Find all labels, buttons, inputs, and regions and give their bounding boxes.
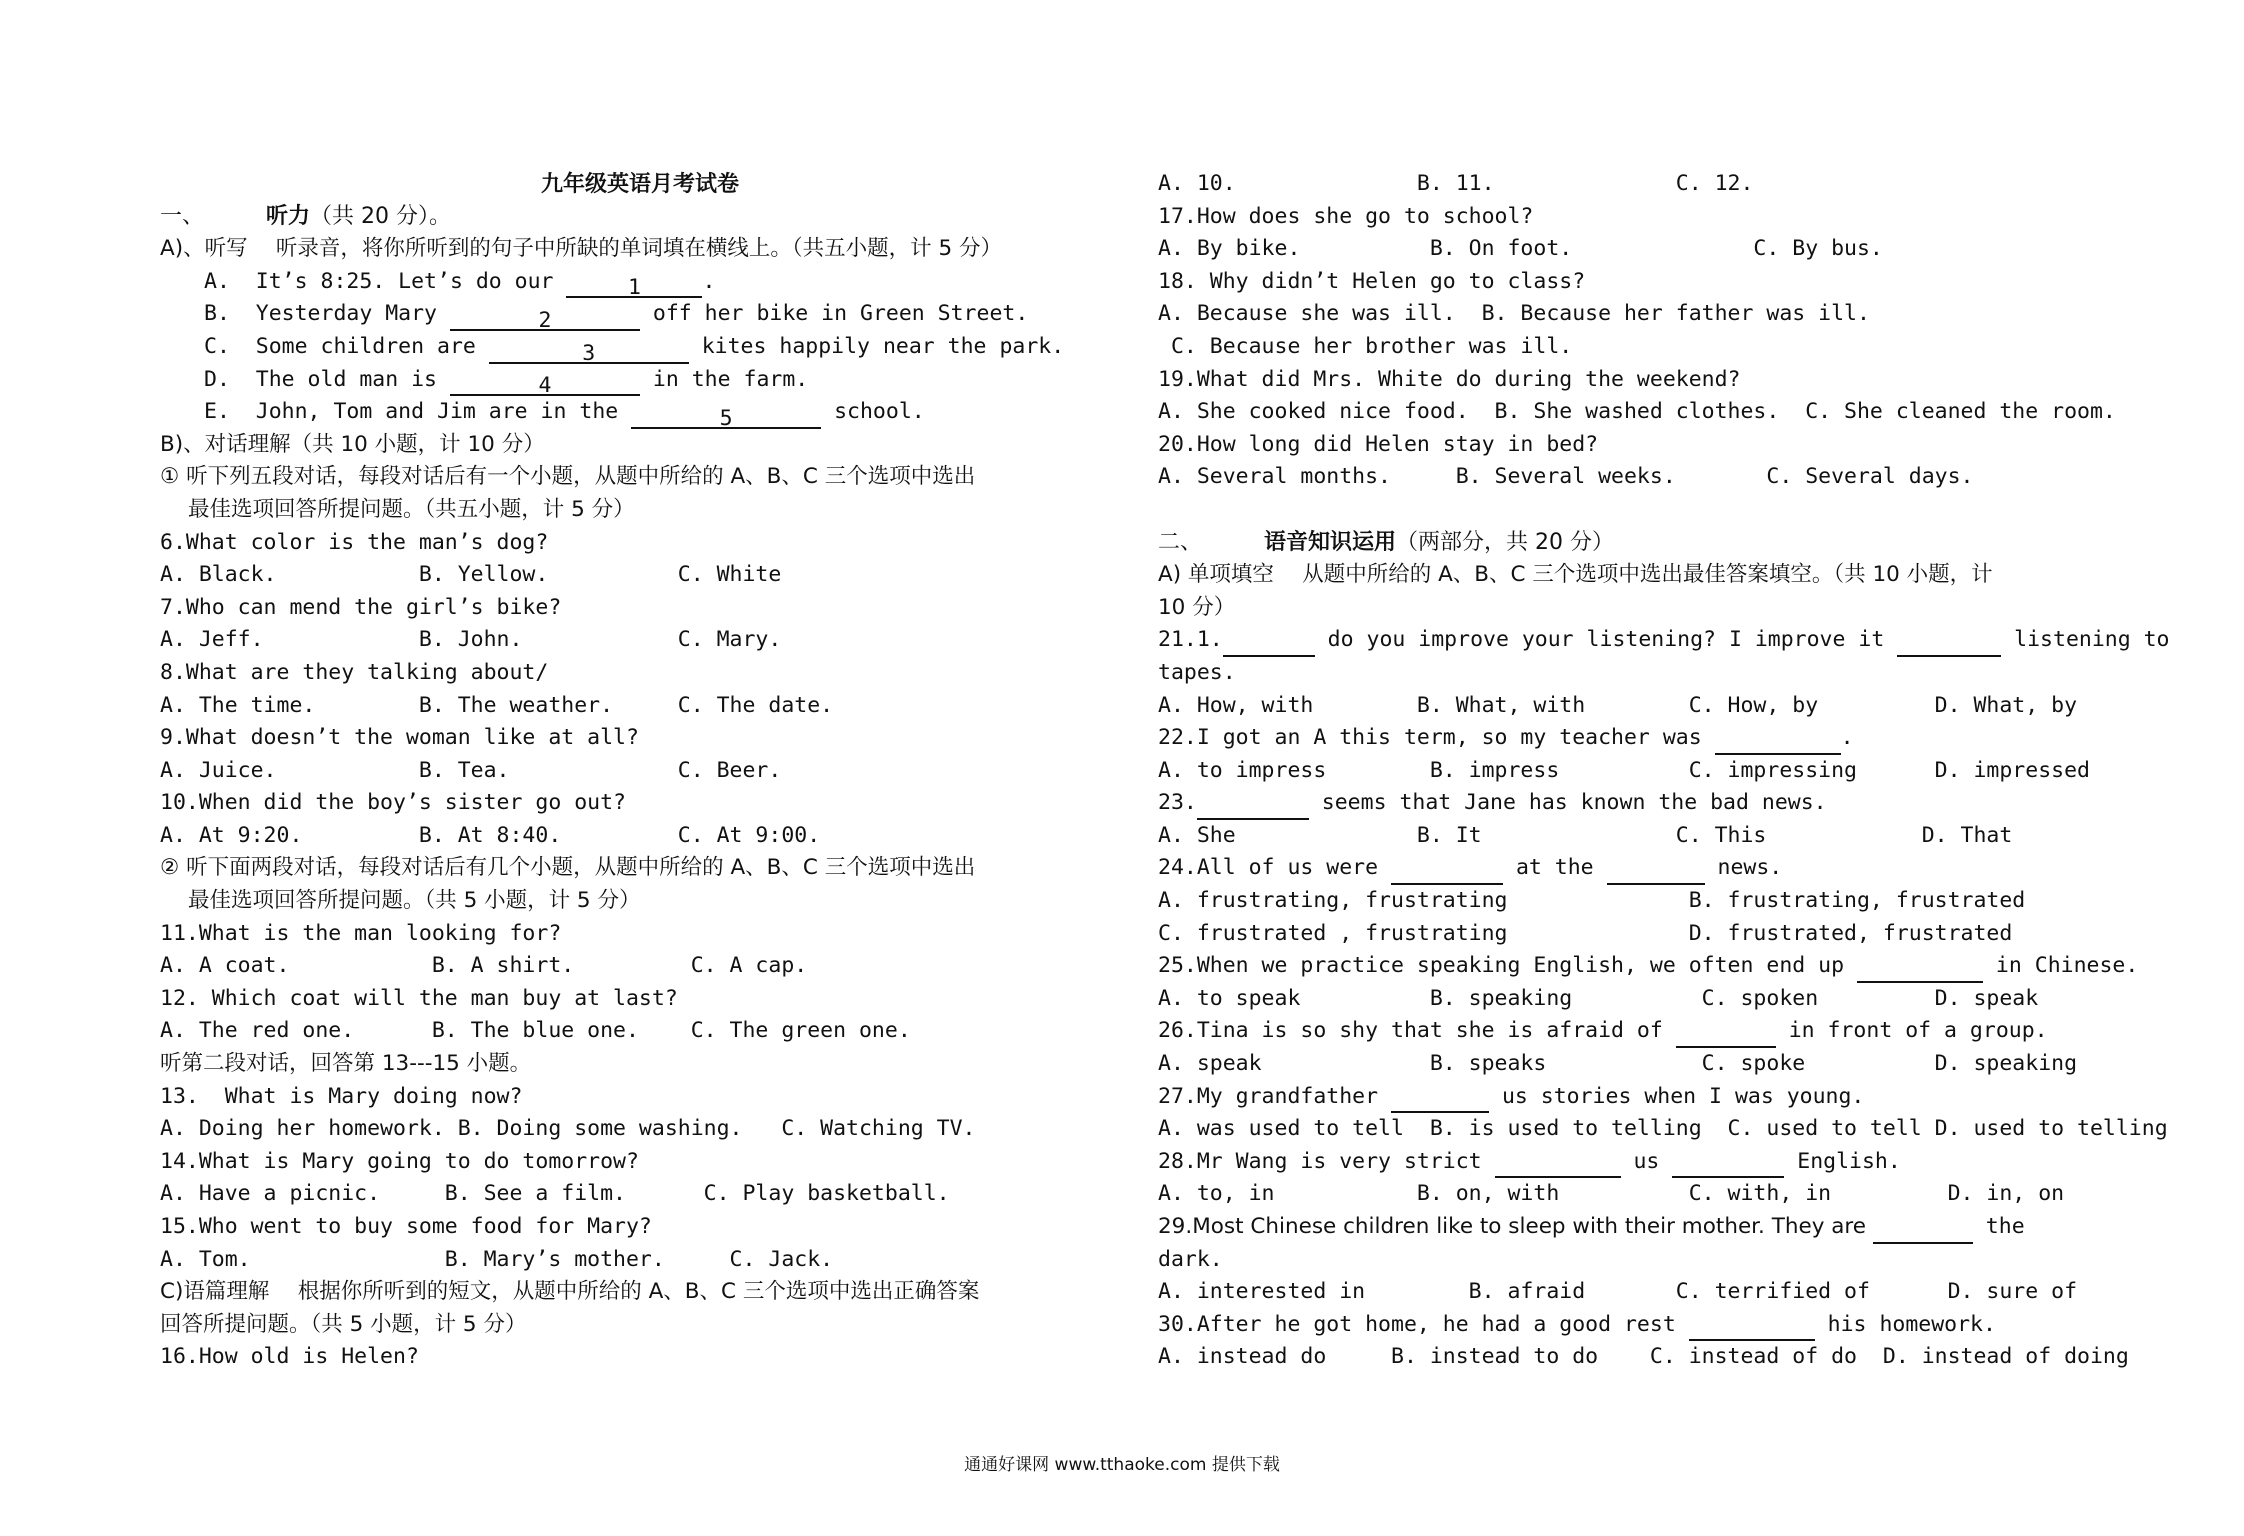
question: 9.What doesn’t the woman like at all? xyxy=(160,725,639,751)
question-text: do you improve your listening? I improve it xyxy=(1314,627,1898,653)
question-options: A. Tom. B. Mary’s mother. C. Jack. xyxy=(160,1246,834,1272)
question-text: 29.Most Chinese children like to sleep with their mother. They are xyxy=(1158,1214,1873,1239)
question-text: at the xyxy=(1503,855,1607,881)
dictation-text: D. The old man is xyxy=(204,366,450,392)
question-options: A. to, in B. on, with C. with, in D. in, on xyxy=(1158,1181,2065,1207)
dictation-item xyxy=(160,266,1120,299)
question xyxy=(1158,852,2118,885)
question-text: 30.After he got home, he had a good rest xyxy=(1158,1311,1689,1337)
question-continuation: dark. xyxy=(1158,1246,1223,1272)
dictation-text: . xyxy=(702,268,716,294)
instruction-line: 最佳选项回答所提问题。（共五小题，计 5 分） xyxy=(188,496,635,522)
page-footer: 通通好课网 www.tthaoke.com 提供下载 xyxy=(964,1455,1280,1475)
question-options: A. She B. It C. This D. That xyxy=(1158,822,2013,848)
dictation-text: C. Some children are xyxy=(204,333,489,359)
answer-blank[interactable] xyxy=(566,272,702,301)
section-title: 语音知识运用 xyxy=(1264,529,1397,555)
section-points: （两部分，共 20 分） xyxy=(1396,529,1615,555)
answer-blank[interactable] xyxy=(1223,631,1315,657)
answer-blank[interactable] xyxy=(1391,859,1503,885)
section-points: （共 20 分）。 xyxy=(310,203,452,229)
question-text: 21.1. xyxy=(1158,627,1223,653)
question-text: 27.My grandfather xyxy=(1158,1083,1391,1109)
question-text: 23. xyxy=(1158,790,1197,816)
question-options: A. Jeff. B. John. C. Mary. xyxy=(160,627,782,653)
dictation-text: kites happily near the park. xyxy=(688,333,1065,359)
question: 11.What is the man looking for? xyxy=(160,920,562,946)
question: 15.Who went to buy some food for Mary? xyxy=(160,1214,652,1239)
question xyxy=(1158,1309,2118,1342)
answer-blank[interactable] xyxy=(1689,1315,1815,1341)
answer-blank[interactable] xyxy=(450,305,640,331)
question-options: A. The time. B. The weather. C. The date. xyxy=(160,692,834,718)
question: 17.How does she go to school? xyxy=(1158,203,1534,229)
dictation-text: E. John, Tom and Jim are in the xyxy=(204,399,632,425)
section-2-heading xyxy=(1158,527,2118,560)
answer-blank[interactable] xyxy=(1495,1152,1621,1178)
question-options: A. Black. B. Yellow. C. White xyxy=(160,562,782,588)
dictation-text: B. Yesterday Mary xyxy=(204,301,450,327)
question-text: 26.Tina is so shy that she is afraid of xyxy=(1158,1018,1676,1044)
dictation-text: in the farm. xyxy=(639,366,809,392)
answer-blank[interactable] xyxy=(1391,1087,1489,1113)
part-c-instruction: C)语篇理解 根据你所听到的短文，从题中所给的 A、B、C 三个选项中选出正确答案 xyxy=(160,1279,980,1305)
question: 10.When did the boy’s sister go out? xyxy=(160,790,626,816)
answer-blank[interactable] xyxy=(1857,957,1983,983)
question-options: A. Doing her homework. B. Doing some washing. C. Watching TV. xyxy=(160,1116,976,1142)
question-options: A. By bike. B. On foot. C. By bus. xyxy=(1158,236,1883,262)
question-text: news. xyxy=(1704,855,1783,881)
question: 18. Why didn’t Helen go to class? xyxy=(1158,268,1586,294)
section-number: 二、 xyxy=(1158,529,1203,555)
question-options: A. 10. B. 11. C. 12. xyxy=(1158,171,1754,196)
question: 14.What is Mary going to do tomorrow? xyxy=(160,1148,639,1174)
answer-blank[interactable] xyxy=(1676,1022,1776,1048)
question xyxy=(1158,624,2170,657)
question: 19.What did Mrs. White do during the weekend? xyxy=(1158,366,1741,392)
answer-blank[interactable] xyxy=(450,370,640,399)
answer-blank[interactable] xyxy=(1672,1152,1784,1178)
blank-number: 4 xyxy=(538,373,552,399)
dictation-text: off her bike in Green Street. xyxy=(639,301,1029,327)
part-a-instruction: A) 单项填空 从题中所给的 A、B、C 三个选项中选出最佳答案填空。（共 10 小题，计 xyxy=(1158,562,1993,588)
part-a-instruction: A)、听写 听录音，将你所听到的句子中所缺的单词填在横线上。（共五小题，计 5 分） xyxy=(160,236,1003,262)
question-options: A. speak B. speaks C. spoke D. speaking xyxy=(1158,1051,2078,1077)
question-options: A. At 9:20. B. At 8:40. C. At 9:00. xyxy=(160,822,821,848)
dictation-text: A. It’s 8:25. Let’s do our xyxy=(204,268,567,294)
question-text: 22.I got an A this term, so my teacher was xyxy=(1158,725,1715,751)
question-options: A. instead do B. instead to do C. instead of do D. instead of doing xyxy=(1158,1344,2129,1370)
answer-blank[interactable] xyxy=(1607,859,1705,885)
question xyxy=(1158,950,2139,983)
answer-blank[interactable] xyxy=(489,338,689,364)
question: 8.What are they talking about/ xyxy=(160,659,549,685)
question: 6.What color is the man’s dog? xyxy=(160,529,549,555)
answer-blank[interactable] xyxy=(1715,729,1841,755)
instruction-line: ② 听下面两段对话，每段对话后有几个小题，从题中所给的 A、B、C 三个选项中选出 xyxy=(160,855,976,881)
question-text: us stories when I was young. xyxy=(1489,1083,1865,1109)
section-1-heading xyxy=(160,201,1120,234)
question xyxy=(1158,722,2118,755)
question: 12. Which coat will the man buy at last? xyxy=(160,985,678,1011)
question-options: A. Because she was ill. B. Because her father was ill. xyxy=(1158,301,1870,327)
question-text: in front of a group. xyxy=(1775,1018,2048,1044)
dictation-item xyxy=(160,298,1120,331)
part-c-instruction: 回答所提问题。（共 5 小题，计 5 分） xyxy=(160,1311,527,1337)
question: 13. What is Mary doing now? xyxy=(160,1083,523,1109)
question-options: C. frustrated , frustrating D. frustrated, frustrated xyxy=(1158,920,2013,946)
dictation-item xyxy=(160,396,1120,429)
instruction-line: 听第二段对话，回答第 13---15 小题。 xyxy=(160,1051,532,1077)
dictation-item xyxy=(160,331,1120,364)
spacer xyxy=(1158,494,2118,527)
answer-blank[interactable] xyxy=(631,403,821,429)
right-column xyxy=(1158,168,2170,1374)
question-options: A. Have a picnic. B. See a film. C. Play basketball. xyxy=(160,1181,950,1207)
part-a-instruction: 10 分） xyxy=(1158,594,1236,620)
question-text: his homework. xyxy=(1814,1311,1996,1337)
blank-number: 1 xyxy=(627,275,641,301)
question-text: . xyxy=(1840,725,1854,751)
question-options: A. Juice. B. Tea. C. Beer. xyxy=(160,757,782,783)
dictation-item xyxy=(160,364,1120,397)
question-text: 25.When we practice speaking English, we often end up xyxy=(1158,953,1857,979)
question xyxy=(1158,1081,2118,1114)
answer-blank[interactable] xyxy=(1873,1218,1973,1244)
question xyxy=(1158,787,2118,820)
question-continuation: tapes. xyxy=(1158,659,1236,685)
answer-blank[interactable] xyxy=(1197,794,1309,820)
question-options: C. Because her brother was ill. xyxy=(1158,333,1573,359)
question-text: English. xyxy=(1784,1148,1901,1174)
question-options: A. A coat. B. A shirt. C. A cap. xyxy=(160,953,808,979)
question-options: A. to speak B. speaking C. spoken D. speak xyxy=(1158,985,2039,1011)
left-column xyxy=(160,168,1120,1374)
question-options: A. Several months. B. Several weeks. C. Several days. xyxy=(1158,464,1974,490)
question xyxy=(1158,1015,2118,1048)
question-options: A. She cooked nice food. B. She washed clothes. C. She cleaned the room. xyxy=(1158,399,2116,425)
blank-number: 3 xyxy=(582,340,596,366)
question: 16.How old is Helen? xyxy=(160,1344,419,1370)
question: 20.How long did Helen stay in bed? xyxy=(1158,431,1599,457)
question-text: in Chinese. xyxy=(1982,953,2139,979)
question: 7.Who can mend the girl’s bike? xyxy=(160,594,562,620)
question-text: us xyxy=(1620,1148,1673,1174)
question-text: listening to xyxy=(2001,627,2170,653)
question-text: seems that Jane has known the bad news. xyxy=(1308,790,1827,816)
question-options: A. The red one. B. The blue one. C. The green one. xyxy=(160,1018,911,1044)
section-title: 听力 xyxy=(266,203,311,229)
question xyxy=(1158,1211,2118,1244)
answer-blank[interactable] xyxy=(1897,631,2001,657)
section-number: 一、 xyxy=(160,203,205,229)
question-text: the xyxy=(1972,1214,2025,1239)
question-options: A. to impress B. impress C. impressing D. impressed xyxy=(1158,757,2090,783)
question-options: A. interested in B. afraid C. terrified of D. sure of xyxy=(1158,1279,2078,1305)
question-text: 28.Mr Wang is very strict xyxy=(1158,1148,1495,1174)
page-title: 九年级英语月考试卷 xyxy=(540,171,739,197)
instruction-line: ① 听下列五段对话，每段对话后有一个小题，从题中所给的 A、B、C 三个选项中选出 xyxy=(160,464,976,490)
instruction-line: 最佳选项回答所提问题。（共 5 小题，计 5 分） xyxy=(188,888,641,914)
question-options: A. frustrating, frustrating B. frustrating, frustrated xyxy=(1158,888,2026,914)
question-options: A. How, with B. What, with C. How, by D. What, by xyxy=(1158,692,2078,718)
blank-number: 5 xyxy=(719,405,733,431)
part-b-instruction: B)、对话理解（共 10 小题，计 10 分） xyxy=(160,431,545,457)
question-options: A. was used to tell B. is used to telling C. used to tell D. used to telling xyxy=(1158,1116,2168,1142)
question-text: 24.All of us were xyxy=(1158,855,1391,881)
dictation-text: school. xyxy=(821,399,925,425)
question xyxy=(1158,1146,2118,1179)
blank-number: 2 xyxy=(538,307,552,333)
